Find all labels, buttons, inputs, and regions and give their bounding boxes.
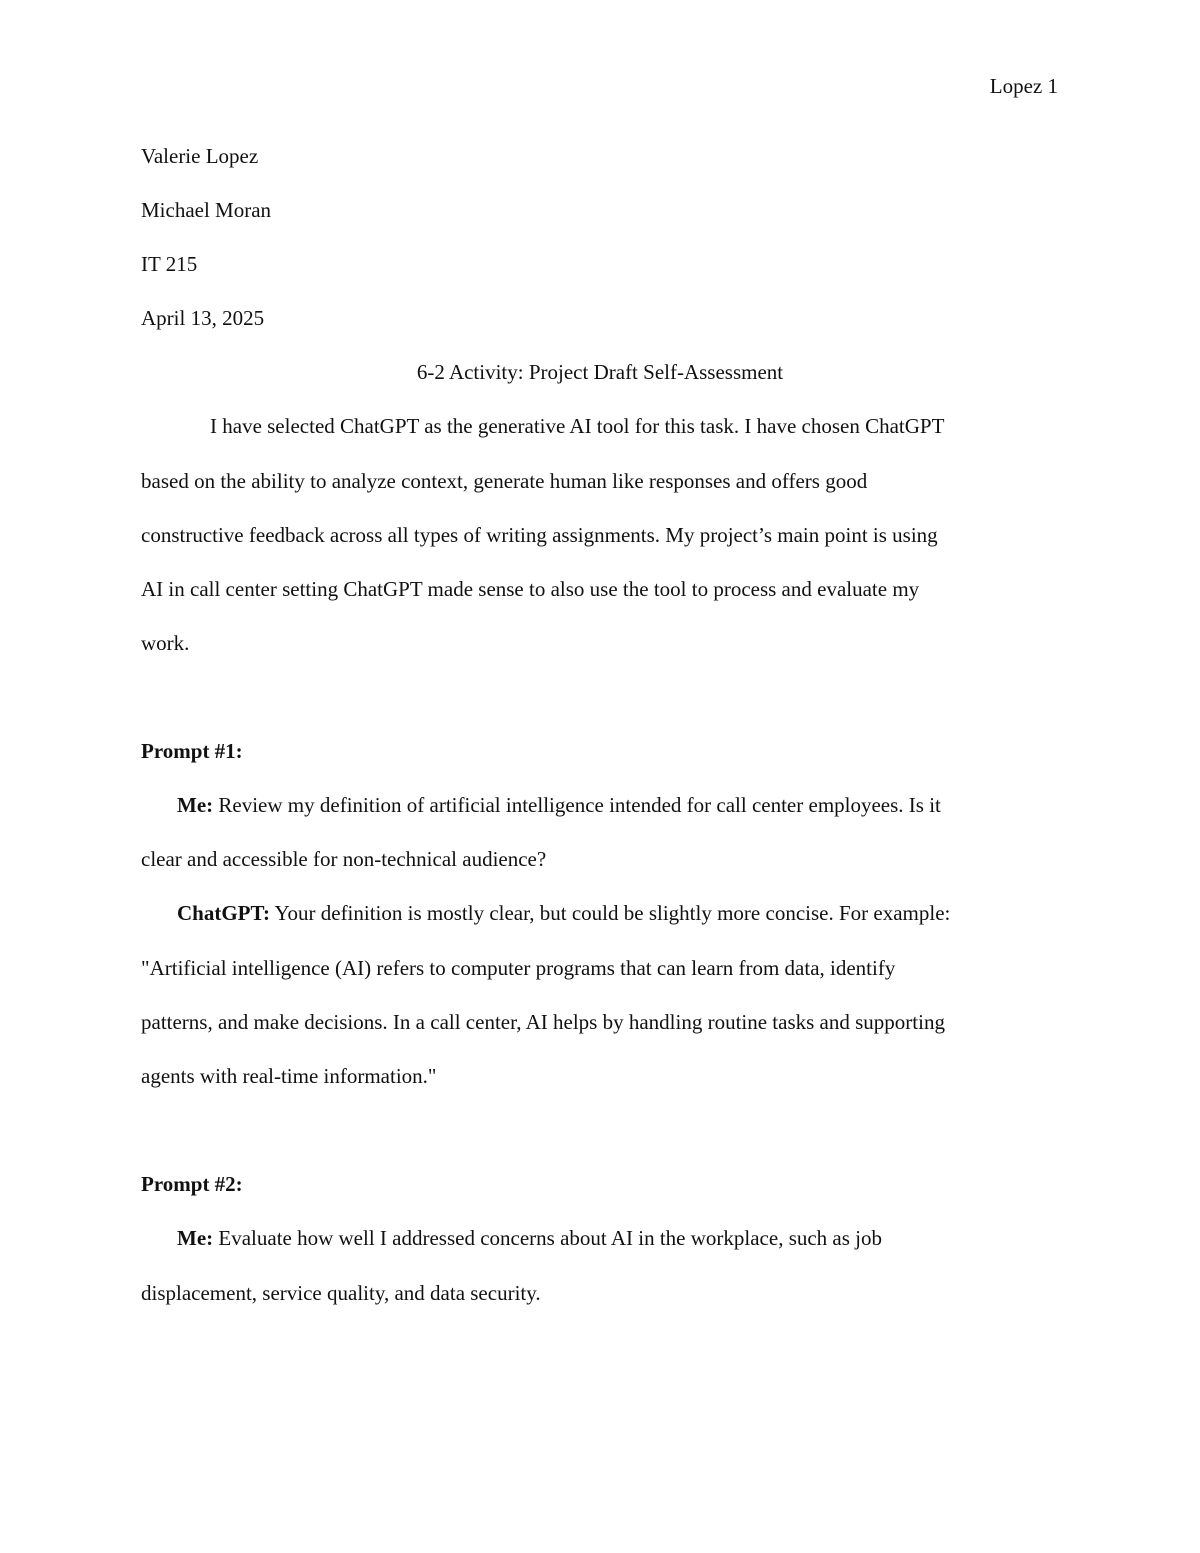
intro-line: based on the ability to analyze context, generate human like responses and offers good	[141, 469, 868, 493]
prompt1-gpt-line: patterns, and make decisions. In a call center, AI helps by handling routine tasks and supporting	[141, 1010, 945, 1034]
course: IT 215	[141, 252, 198, 276]
student-name: Valerie Lopez	[141, 144, 259, 168]
prompt1-me-line: clear and accessible for non-technical audience?	[141, 847, 547, 871]
prompt1-label: Prompt #1:	[141, 739, 243, 763]
date: April 13, 2025	[141, 306, 265, 330]
prompt1-gpt-line: "Artificial intelligence (AI) refers to computer programs that can learn from data, identify	[141, 956, 896, 980]
intro-line: AI in call center setting ChatGPT made sense to also use the tool to process and evaluate my	[141, 577, 920, 601]
intro-line: I have selected ChatGPT as the generative AI tool for this task. I have chosen ChatGPT	[210, 414, 945, 438]
prompt1-gpt: ChatGPT: Your definition is mostly clear, but could be slightly more concise. For example:	[177, 901, 951, 925]
prompt2-me-line: displacement, service quality, and data security.	[141, 1281, 541, 1305]
intro-line: work.	[141, 631, 190, 655]
page-header: Lopez 1	[989, 74, 1058, 98]
prompt1-me: Me: Review my definition of artificial intelligence intended for call center employees. Is it	[177, 793, 941, 817]
prompt2-label: Prompt #2:	[141, 1172, 243, 1196]
prompt1-gpt-line: agents with real-time information."	[141, 1064, 437, 1088]
intro-line: constructive feedback across all types of writing assignments. My project’s main point is using	[141, 523, 938, 547]
prompt2-me: Me: Evaluate how well I addressed concerns about AI in the workplace, such as job	[177, 1226, 883, 1250]
instructor-name: Michael Moran	[141, 198, 272, 222]
document-title: 6-2 Activity: Project Draft Self-Assessment	[416, 360, 784, 384]
